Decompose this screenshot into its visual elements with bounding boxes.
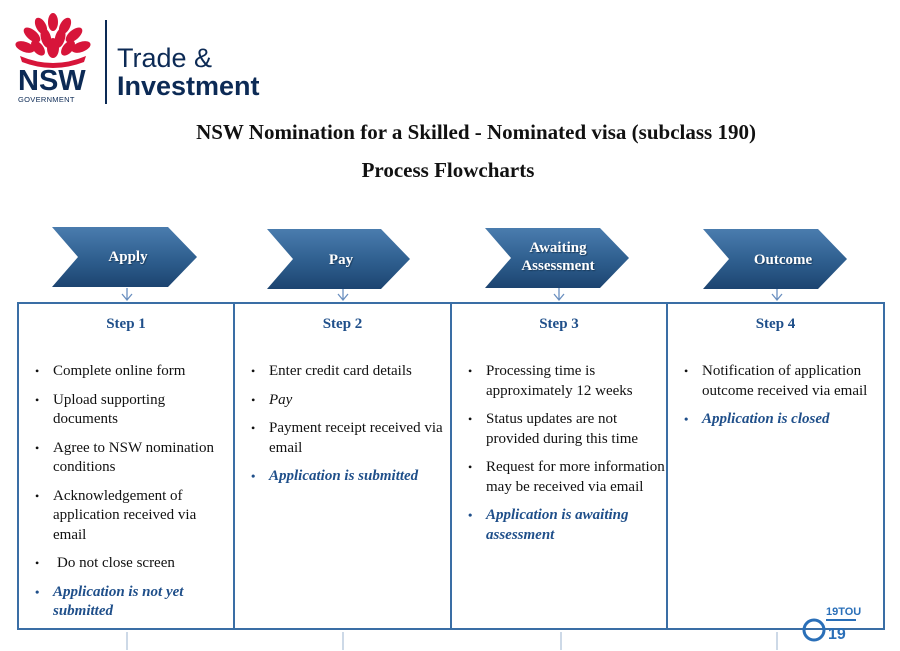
logo-divider bbox=[105, 20, 107, 104]
process-stages bbox=[0, 222, 900, 302]
list-item: • Processing time is approximately 12 weeks bbox=[468, 362, 666, 401]
nsw-trade-investment-logo bbox=[10, 12, 280, 104]
svg-text:19: 19 bbox=[828, 626, 846, 643]
watermark-text: 19TOU bbox=[826, 606, 862, 618]
page-title: NSW Nomination for a Skilled - Nominated visa (subclass 190) bbox=[196, 120, 756, 144]
step-3-list bbox=[468, 362, 666, 554]
step-1-heading: Step 1 bbox=[106, 316, 146, 332]
stage-label-pay: Pay bbox=[328, 252, 354, 268]
government-wordmark: GOVERNMENT bbox=[18, 95, 75, 104]
step-columns bbox=[17, 302, 885, 632]
list-item: • Acknowledgement of application received via email bbox=[35, 487, 233, 546]
step-4-status: • Application is closed bbox=[684, 410, 883, 430]
step-2-heading: Step 2 bbox=[322, 316, 363, 332]
page-subtitle: Process Flowcharts bbox=[361, 158, 535, 182]
step-1-box bbox=[17, 302, 235, 630]
list-item: • Do not close screen bbox=[35, 554, 233, 574]
bottom-connectors bbox=[0, 632, 900, 650]
list-item: • Status updates are not provided during this time bbox=[468, 410, 666, 449]
step-4-heading: Step 4 bbox=[755, 316, 796, 332]
stage-label-outcome: Outcome bbox=[753, 252, 813, 268]
list-item: • Complete online form bbox=[35, 362, 233, 382]
step-1-status: • Application is not yet submitted bbox=[35, 583, 233, 622]
department-name-line1: Trade & bbox=[117, 43, 213, 73]
nsw-wordmark: NSW bbox=[18, 65, 86, 97]
step-2-list bbox=[251, 362, 450, 496]
step-4-box bbox=[666, 302, 885, 630]
step-3-heading: Step 3 bbox=[539, 316, 579, 332]
list-item: • Request for more information may be received via email bbox=[468, 458, 666, 497]
step-3-status: • Application is awaiting assessment bbox=[468, 506, 666, 545]
department-name-line2: Investment bbox=[117, 71, 260, 101]
department-name bbox=[117, 44, 260, 100]
list-item: • Enter credit card details bbox=[251, 362, 450, 382]
watermark-logo bbox=[800, 606, 896, 646]
list-item: • Notification of application outcome received via email bbox=[684, 362, 883, 401]
step-3-box bbox=[450, 302, 668, 630]
list-item: • Upload supporting documents bbox=[35, 391, 233, 430]
list-item: • Pay bbox=[251, 391, 450, 411]
step-2-box bbox=[233, 302, 452, 630]
stage-label-awaiting: Awaiting Assessment bbox=[521, 240, 595, 274]
stage-label-apply: Apply bbox=[108, 249, 148, 265]
step-4-list bbox=[684, 362, 883, 439]
step-2-status: • Application is submitted bbox=[251, 467, 450, 487]
step-1-list bbox=[35, 362, 233, 631]
list-item: • Payment receipt received via email bbox=[251, 419, 450, 458]
list-item: • Agree to NSW nomination conditions bbox=[35, 439, 233, 478]
